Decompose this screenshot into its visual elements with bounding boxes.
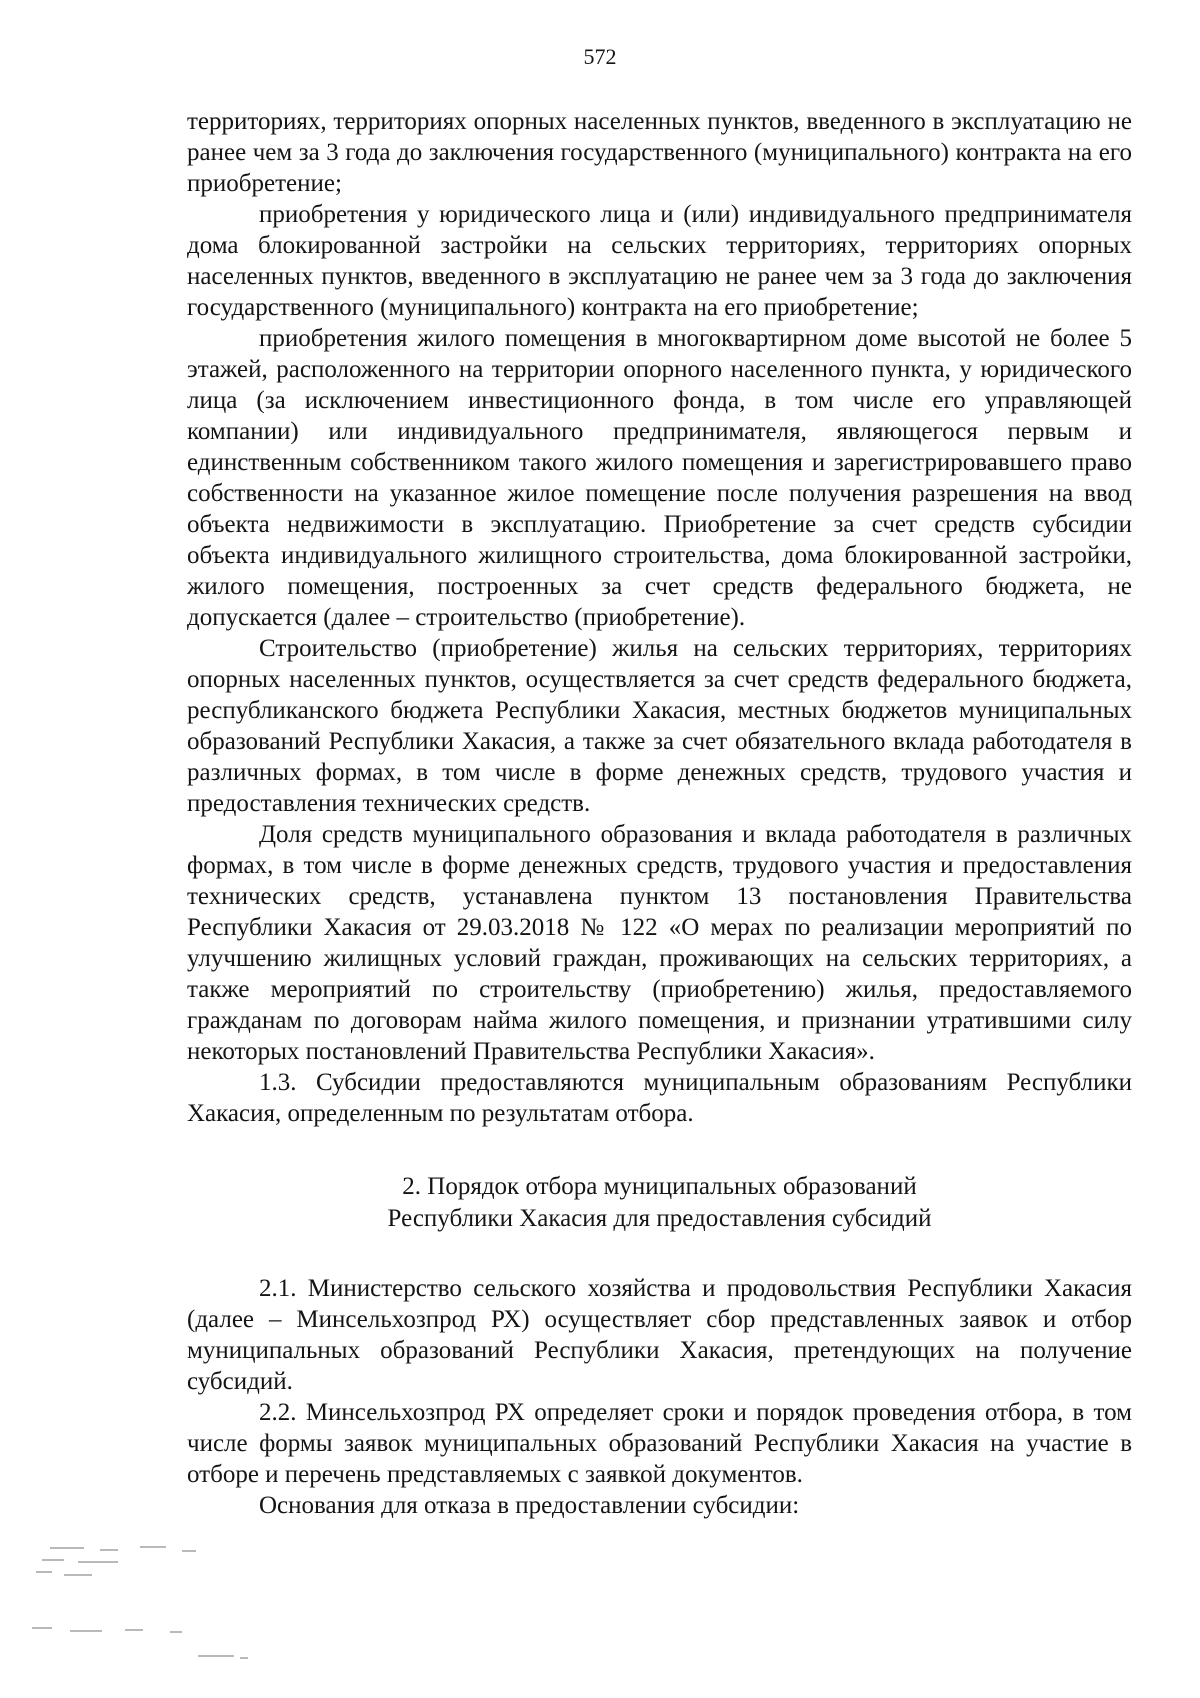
paragraph: территориях, территориях опорных населенных пунктов, введенного в эксплуатацию не ранее чем за 3 года до заключения государственного (муниципального) контракта на его приобретение; [187, 108, 1132, 197]
paragraph: приобретения жилого помещения в многоквартирном доме высотой не более 5 этажей, расположенного на территории опорного населенного пункта, у юридического лица (за исключением инвестиционного фонда, в том числе его управляющей компании) или индивидуального предпринимателя, являющегося первым и единственным собственником такого жилого помещения и зарегистрировавшего право собственности на указанное жилое помещение после получения разрешения на ввод объекта недвижимости в эксплуатацию. Приобретение за счет средств субсидии объекта индивидуального жилищного строительства, дома блокированной застройки, жилого помещения, построенных за счет средств федерального бюджета, не допускается (далее – строительство (приобретение). [187, 325, 1132, 631]
document-body [187, 106, 1132, 1521]
paragraph: 1.3. Субсидии предоставляются муниципальным образованиям Республики Хакасия, определенным по результатам отбора. [187, 1069, 1132, 1127]
paragraph: 2.1. Министерство сельского хозяйства и продовольствия Республики Хакасия (далее – Минсельхозпрод РХ) осуществляет сбор представленных заявок и отбор муниципальных образований Республики Хакасия, претендующих на получение субсидий. [187, 1275, 1132, 1395]
paragraphs-before-heading [187, 106, 1132, 1129]
section-heading-line: 2. Порядок отбора муниципальных образований [402, 1173, 917, 1200]
paragraph: 2.2. Минсельхозпрод РХ определяет сроки и порядок проведения отбора, в том числе формы заявок муниципальных образований Республики Хакасия на участие в отборе и перечень представляемых с заявкой документов. [187, 1399, 1132, 1488]
page-number: 572 [583, 44, 617, 69]
scan-artifact [30, 1545, 250, 1675]
paragraph: Основания для отказа в предоставлении субсидии: [259, 1492, 800, 1519]
paragraph: Строительство (приобретение) жилья на сельских территориях, территориях опорных населенных пунктов, осуществляется за счет средств федерального бюджета, республиканского бюджета Республики Хакасия, местных бюджетов муниципальных образований Республики Хакасия, а также за счет обязательного вклада работодателя в различных формах, в том числе в форме денежных средств, трудового участия и предоставления технических средств. [187, 635, 1132, 817]
paragraph: приобретения у юридического лица и (или) индивидуального предпринимателя дома блокированной застройки на сельских территориях, территориях опорных населенных пунктов, введенного в эксплуатацию не ранее чем за 3 года до заключения государственного (муниципального) контракта на его приобретение; [187, 201, 1132, 321]
section-heading [187, 1171, 1132, 1235]
paragraphs-after-heading [187, 1273, 1132, 1521]
section-heading-line: Республики Хакасия для предоставления субсидий [387, 1205, 932, 1232]
paragraph: Доля средств муниципального образования и вклада работодателя в различных формах, в том числе в форме денежных средств, трудового участия и предоставления технических средств, устанавлена пунктом 13 постановления Правительства Республики Хакасия от 29.03.2018 № 122 «О мерах по реализации мероприятий по улучшению жилищных условий граждан, проживающих на сельских территориях, а также мероприятий по строительству (приобретению) жилья, предоставляемого гражданам по договорам найма жилого помещения, и признании утратившими силу некоторых постановлений Правительства Республики Хакасия». [187, 821, 1132, 1065]
